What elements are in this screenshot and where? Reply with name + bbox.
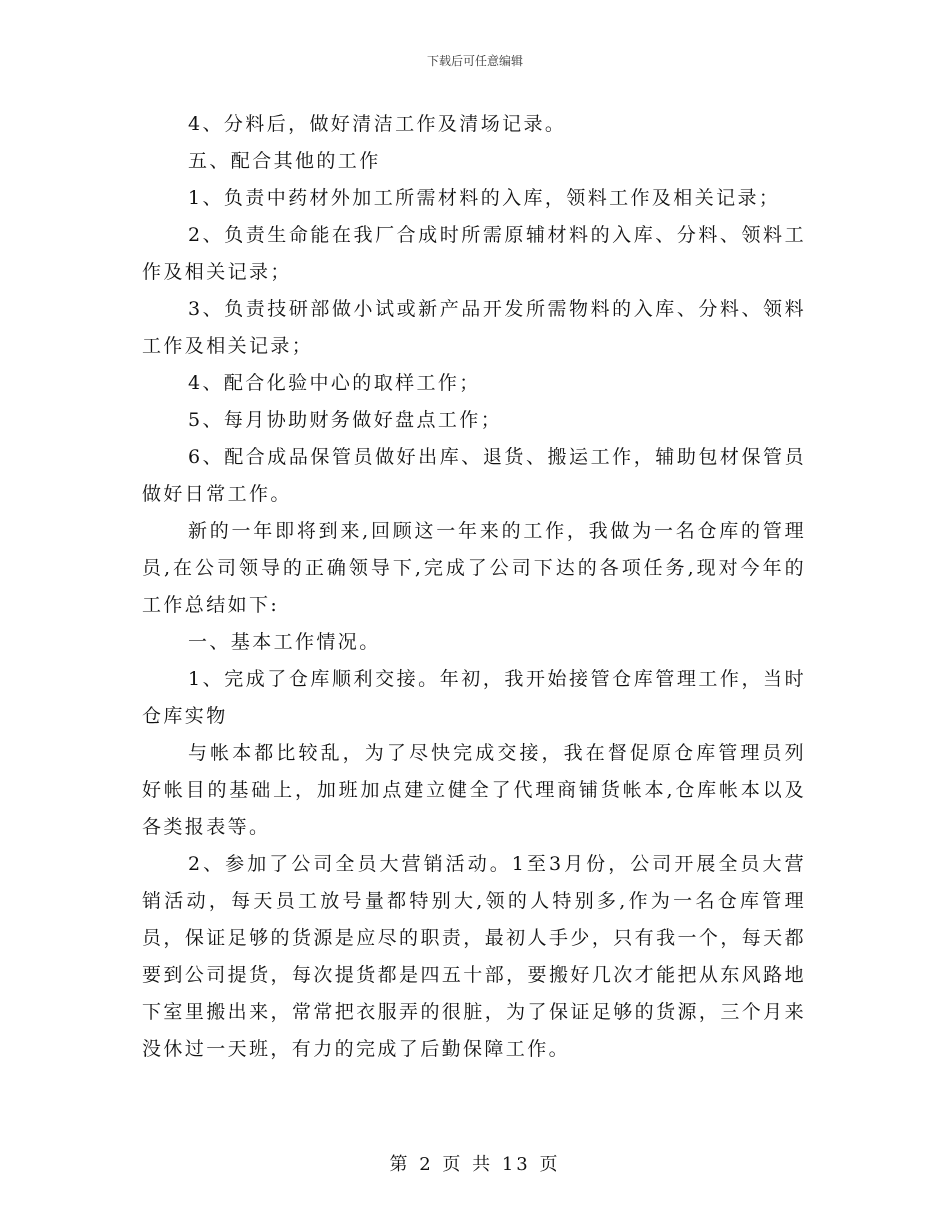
paragraph: 5、每月协助财务做好盘点工作；	[188, 409, 503, 431]
paragraph: 2、参加了公司全员大营销活动。1至3月份，公司开展全员大营销活动，每天员工放号量都特别大,领的人特别多,作为一名仓库管理员，保证足够的货源是应尽的职责，最初人手少，只有我一个，每天都要到公司提货，每次提货都是四五十部，要搬好几次才能把从东风路地下室里搬出来，常常把衣服弄的很脏，为了保证足够的货源，三个月来没休过一天班，有力的完成了后勤保障工作。	[142, 853, 806, 1060]
paragraph: 4、配合化验中心的取样工作；	[188, 372, 481, 394]
paragraph: 1、负责中药材外加工所需材料的入库，领料工作及相关记录；	[188, 187, 781, 209]
section-heading: 五、配合其他的工作	[188, 150, 381, 172]
paragraph: 2、负责生命能在我厂合成时所需原辅材料的入库、分料、领料工作及相关记录；	[142, 224, 806, 283]
page-number: 第 2 页 共 13 页	[389, 1154, 561, 1175]
paragraph: 6、配合成品保管员做好出库、退货、搬运工作，辅助包材保管员做好日常工作。	[142, 446, 806, 505]
paragraph: 3、负责技研部做小试或新产品开发所需物料的入库、分料、领料工作及相关记录；	[142, 298, 806, 357]
paragraph: 与帐本都比较乱，为了尽快完成交接，我在督促原仓库管理员列好帐目的基础上，加班加点建立健全了代理商铺货帐本,仓库帐本以及各类报表等。	[142, 742, 806, 838]
paragraph: 4、分料后，做好清洁工作及清场记录。	[188, 113, 567, 135]
paragraph: 1、完成了仓库顺利交接。年初，我开始接管仓库管理工作，当时仓库实物	[142, 668, 806, 727]
section-heading: 一、基本工作情况。	[188, 631, 381, 653]
page-header: 下载后可任意编辑	[426, 54, 523, 68]
paragraph: 新的一年即将到来,回顾这一年来的工作，我做为一名仓库的管理员,在公司领导的正确领导下,完成了公司下达的各项任务,现对今年的工作总结如下:	[142, 520, 806, 616]
page-body	[142, 106, 806, 1068]
